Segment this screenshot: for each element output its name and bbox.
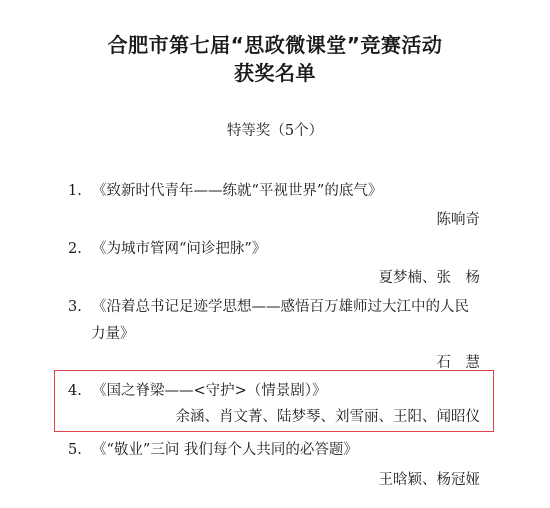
entry-number: 2. xyxy=(68,241,82,257)
entry-number: 1. xyxy=(68,183,82,199)
entry-2-title-line xyxy=(68,239,266,259)
entry-title: 《“敬业”三问 我们每个人共同的必答题》 xyxy=(92,442,358,458)
award-category-heading: 特等奖（5个） xyxy=(226,123,324,139)
entry-number: 5. xyxy=(68,442,82,458)
entry-title: 《国之脊梁——<守护>（情景剧）》 xyxy=(92,383,327,399)
entry-5-authors: 王晗颖、杨冠娅 xyxy=(378,472,480,488)
entry-2-authors: 夏梦楠、张 杨 xyxy=(378,270,480,286)
entry-title: 《沿着总书记足迹学思想——感悟百万雄师过大江中的人民 xyxy=(92,299,469,315)
entry-5-title-line xyxy=(68,440,358,460)
title-line-2: 获奖名单 xyxy=(234,61,316,85)
entry-4-authors: 余涵、肖文菁、陆梦琴、刘雪丽、王阳、闻昭仪 xyxy=(175,409,480,425)
entry-title: 《致新时代青年——练就“平视世界”的底气》 xyxy=(92,183,383,199)
entry-title: 《为城市管网“问诊把脉”》 xyxy=(92,241,267,257)
entry-3-title-continuation: 力量》 xyxy=(91,326,135,342)
title-line-1: 合肥市第七届“思政微课堂”竞赛活动 xyxy=(107,33,443,57)
entry-number: 3. xyxy=(68,299,82,315)
entry-number: 4. xyxy=(68,383,82,399)
entry-3-title-line xyxy=(68,297,469,317)
entry-1-authors: 陈响奇 xyxy=(436,212,480,228)
entry-3-authors: 石 慧 xyxy=(436,355,480,371)
entry-1-title-line xyxy=(68,181,382,201)
entry-4-title-line xyxy=(68,381,327,401)
